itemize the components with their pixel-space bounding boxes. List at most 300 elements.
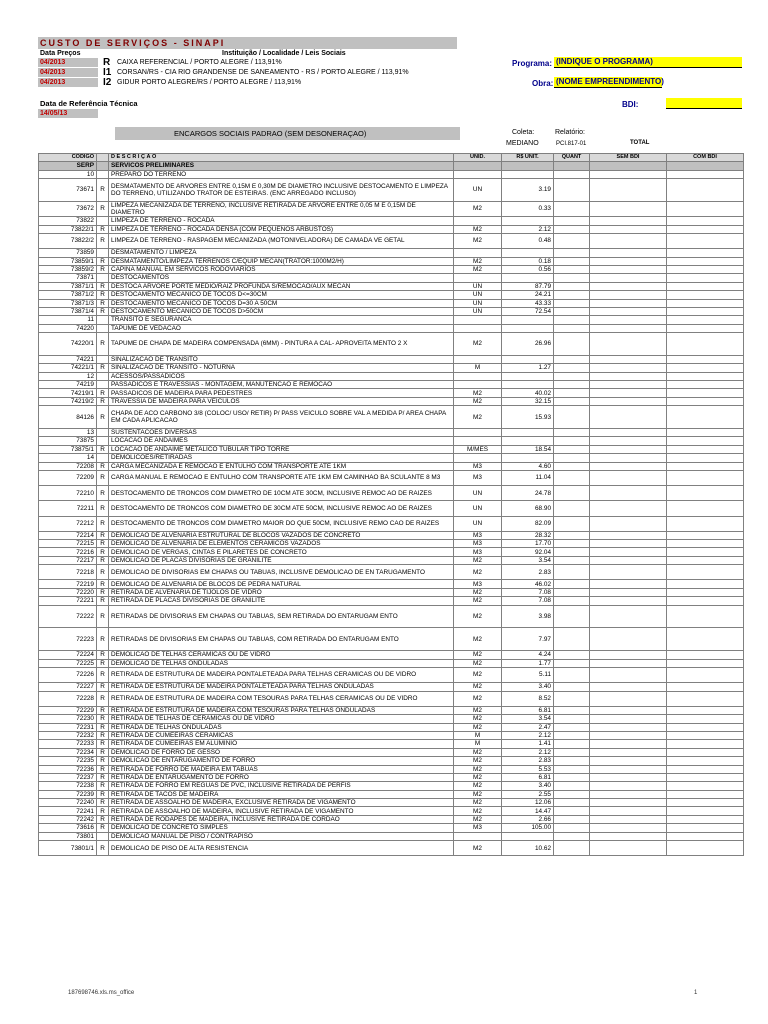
- sem-bdi-cell: [590, 605, 667, 628]
- source-cell: R: [97, 757, 109, 765]
- unit-cell: M2: [454, 757, 502, 765]
- com-bdi-cell: [667, 799, 744, 807]
- quantity-cell[interactable]: [554, 683, 590, 691]
- source-cell: [97, 217, 109, 225]
- table-row: [39, 178, 744, 201]
- description-cell: TRAVESSIA DE MADEIRA PARA VEICULOS: [109, 397, 454, 405]
- quantity-cell[interactable]: [554, 740, 590, 748]
- price-cell: 6.81: [502, 706, 554, 714]
- sem-bdi-cell: [590, 257, 667, 265]
- description-cell: PASSADICOS E TRAVESSIAS - MONTAGEM, MANUTENCAO E REMOCAO: [109, 381, 454, 389]
- quantity-cell[interactable]: [554, 782, 590, 790]
- com-bdi-cell: [667, 531, 744, 539]
- unit-cell: M3: [454, 824, 502, 832]
- code-cell: 72219: [39, 580, 97, 588]
- sem-bdi-cell: [590, 668, 667, 683]
- quantity-cell[interactable]: [554, 307, 590, 315]
- quantity-cell[interactable]: [554, 715, 590, 723]
- source-cell: R: [97, 389, 109, 397]
- quantity-cell[interactable]: [554, 765, 590, 773]
- code-cell: 74219/2: [39, 397, 97, 405]
- price-cell: 68.90: [502, 501, 554, 516]
- com-bdi-cell: [667, 389, 744, 397]
- sem-bdi-cell: [590, 233, 667, 248]
- code-cell: 74221: [39, 355, 97, 363]
- quantity-cell[interactable]: [554, 282, 590, 290]
- code-cell: 72224: [39, 651, 97, 659]
- com-bdi-cell: [667, 333, 744, 356]
- table-row: [39, 731, 744, 739]
- data-precos-label: Data Preços: [40, 50, 81, 57]
- unit-cell: [454, 249, 502, 257]
- table-row: [39, 429, 744, 437]
- sem-bdi-cell: [590, 437, 667, 445]
- sem-bdi-cell: [590, 782, 667, 790]
- description-cell: LIMPEZA DE TERRENO - ROCADA DENSA (COM PEQUENOS ARBUSTOS): [109, 225, 454, 233]
- price-cell: 72.54: [502, 307, 554, 315]
- col-unid: UNID.: [454, 154, 502, 162]
- com-bdi-cell: [667, 372, 744, 380]
- quantity-cell[interactable]: [554, 445, 590, 453]
- unit-cell: M2: [454, 706, 502, 714]
- source-cell: R: [97, 588, 109, 596]
- source-cell: R: [97, 723, 109, 731]
- code-cell: 13: [39, 429, 97, 437]
- reference-key: R: [103, 57, 111, 68]
- quantity-cell[interactable]: [554, 257, 590, 265]
- table-row: [39, 540, 744, 548]
- com-bdi-cell: [667, 445, 744, 453]
- code-cell: 72227: [39, 683, 97, 691]
- quantity-cell[interactable]: [554, 799, 590, 807]
- quantity-cell[interactable]: [554, 597, 590, 605]
- price-cell: 1.41: [502, 740, 554, 748]
- sem-bdi-cell: [590, 445, 667, 453]
- code-cell: 72235: [39, 757, 97, 765]
- com-bdi-cell: [667, 265, 744, 273]
- sem-bdi-cell: [590, 706, 667, 714]
- quantity-cell[interactable]: [554, 731, 590, 739]
- com-bdi-cell: [667, 683, 744, 691]
- quantity-cell[interactable]: [554, 748, 590, 756]
- sem-bdi-cell: [590, 588, 667, 596]
- price-cell: 7.08: [502, 588, 554, 596]
- quantity-cell[interactable]: [554, 757, 590, 765]
- price-cell: 0.48: [502, 233, 554, 248]
- table-row: [39, 265, 744, 273]
- quantity-cell[interactable]: [554, 565, 590, 580]
- description-cell: DEMOLICAO DE CONCRETO SIMPLES: [109, 824, 454, 832]
- code-cell: 73871/3: [39, 299, 97, 307]
- unit-cell: M2: [454, 691, 502, 706]
- com-bdi-cell: [667, 659, 744, 667]
- unit-cell: [454, 217, 502, 225]
- quantity-cell[interactable]: [554, 324, 590, 332]
- price-cell: 2.12: [502, 748, 554, 756]
- source-cell: R: [97, 659, 109, 667]
- source-cell: [97, 249, 109, 257]
- description-cell: RETIRADA DE RODAPES DE MADEIRA, INCLUSIVE RETIRADA DE CORDAO: [109, 815, 454, 823]
- price-cell: 92.04: [502, 548, 554, 556]
- price-cell: 1.77: [502, 659, 554, 667]
- sem-bdi-cell: [590, 832, 667, 840]
- quantity-cell[interactable]: [554, 815, 590, 823]
- quantity-cell[interactable]: [554, 668, 590, 683]
- description-cell: RETIRADA DE FORRO DE MADEIRA EM TABUAS: [109, 765, 454, 773]
- table-row: [39, 683, 744, 691]
- com-bdi-cell: [667, 628, 744, 651]
- table-row: [39, 765, 744, 773]
- unit-cell: M2: [454, 233, 502, 248]
- sem-bdi-cell: [590, 389, 667, 397]
- price-cell: [502, 162, 554, 170]
- ref-date: 14/05/13: [40, 110, 68, 117]
- price-cell: 5.53: [502, 765, 554, 773]
- col-sem-bdi: SEM BDI: [590, 154, 667, 162]
- sem-bdi-cell: [590, 486, 667, 501]
- quantity-cell[interactable]: [554, 659, 590, 667]
- price-cell: 2.83: [502, 757, 554, 765]
- price-cell: [502, 355, 554, 363]
- unit-cell: M2: [454, 799, 502, 807]
- sem-bdi-cell: [590, 178, 667, 201]
- sem-bdi-cell: [590, 580, 667, 588]
- description-cell: RETIRADA DE ESTRUTURA DE MADEIRA PONTALETEADA PARA TELHAS ONDULADAS: [109, 683, 454, 691]
- price-cell: 28.32: [502, 531, 554, 539]
- source-cell: R: [97, 201, 109, 216]
- sem-bdi-cell: [590, 659, 667, 667]
- table-row: [39, 307, 744, 315]
- table-row: [39, 531, 744, 539]
- quantity-cell[interactable]: [554, 651, 590, 659]
- table-row: [39, 225, 744, 233]
- obra-label: Obra:: [532, 79, 554, 88]
- com-bdi-cell: [667, 257, 744, 265]
- quantity-cell[interactable]: [554, 516, 590, 531]
- code-cell: 73875/1: [39, 445, 97, 453]
- quantity-cell[interactable]: [554, 355, 590, 363]
- table-row: [39, 454, 744, 462]
- quantity-cell[interactable]: [554, 299, 590, 307]
- price-cell: [502, 381, 554, 389]
- com-bdi-cell: [667, 668, 744, 683]
- source-cell: [97, 324, 109, 332]
- quantity-cell[interactable]: [554, 832, 590, 840]
- com-bdi-cell: [667, 588, 744, 596]
- description-cell: LIMPEZA DE TERRENO - ROCADA: [109, 217, 454, 225]
- quantity-cell[interactable]: [554, 548, 590, 556]
- com-bdi-cell: [667, 282, 744, 290]
- price-cell: 7.08: [502, 597, 554, 605]
- quantity-cell[interactable]: [554, 486, 590, 501]
- quantity-cell[interactable]: [554, 454, 590, 462]
- table-row: [39, 299, 744, 307]
- source-cell: R: [97, 225, 109, 233]
- sem-bdi-cell: [590, 841, 667, 856]
- code-cell: 72208: [39, 462, 97, 470]
- quantity-cell[interactable]: [554, 406, 590, 429]
- unit-cell: [454, 372, 502, 380]
- quantity-cell[interactable]: [554, 162, 590, 170]
- sem-bdi-cell: [590, 556, 667, 564]
- code-cell: 73875: [39, 437, 97, 445]
- price-cell: 2.55: [502, 790, 554, 798]
- com-bdi-cell: [667, 757, 744, 765]
- sem-bdi-cell: [590, 815, 667, 823]
- source-cell: R: [97, 307, 109, 315]
- price-cell: 17.70: [502, 540, 554, 548]
- description-cell: DEMOLICAO MANUAL DE PISO / CONTRAPISO: [109, 832, 454, 840]
- unit-cell: M2: [454, 748, 502, 756]
- sem-bdi-cell: [590, 740, 667, 748]
- quantity-cell[interactable]: [554, 807, 590, 815]
- unit-cell: M2: [454, 782, 502, 790]
- sem-bdi-cell: [590, 597, 667, 605]
- sem-bdi-cell: [590, 470, 667, 485]
- quantity-cell[interactable]: [554, 462, 590, 470]
- quantity-cell[interactable]: [554, 201, 590, 216]
- quantity-cell[interactable]: [554, 588, 590, 596]
- quantity-cell[interactable]: [554, 723, 590, 731]
- footer-page: 1: [694, 990, 698, 996]
- programa-label: Programa:: [512, 59, 553, 68]
- unit-cell: M2: [454, 556, 502, 564]
- table-row: [39, 556, 744, 564]
- price-cell: 26.96: [502, 333, 554, 356]
- source-cell: R: [97, 748, 109, 756]
- code-cell: 73616: [39, 824, 97, 832]
- quantity-cell[interactable]: [554, 773, 590, 781]
- quantity-cell[interactable]: [554, 249, 590, 257]
- unit-cell: [454, 170, 502, 178]
- price-cell: 18.54: [502, 445, 554, 453]
- sem-bdi-cell: [590, 765, 667, 773]
- price-cell: 2.12: [502, 225, 554, 233]
- com-bdi-cell: [667, 397, 744, 405]
- table-row: [39, 548, 744, 556]
- quantity-cell[interactable]: [554, 364, 590, 372]
- quantity-cell[interactable]: [554, 170, 590, 178]
- com-bdi-cell: [667, 316, 744, 324]
- source-cell: R: [97, 824, 109, 832]
- unit-cell: M2: [454, 565, 502, 580]
- sem-bdi-cell: [590, 462, 667, 470]
- quantity-cell[interactable]: [554, 397, 590, 405]
- code-cell: 72225: [39, 659, 97, 667]
- bdi-field[interactable]: [666, 98, 742, 109]
- price-cell: [502, 454, 554, 462]
- quantity-cell[interactable]: [554, 556, 590, 564]
- code-cell: 72233: [39, 740, 97, 748]
- unit-cell: M: [454, 364, 502, 372]
- code-cell: 72212: [39, 516, 97, 531]
- quantity-cell[interactable]: [554, 372, 590, 380]
- table-row: [39, 588, 744, 596]
- quantity-cell[interactable]: [554, 381, 590, 389]
- description-cell: DEMOLICAO DE PISO DE ALTA RESISTENCIA: [109, 841, 454, 856]
- sem-bdi-cell: [590, 355, 667, 363]
- quantity-cell[interactable]: [554, 291, 590, 299]
- unit-cell: M2: [454, 389, 502, 397]
- table-row: [39, 815, 744, 823]
- source-cell: R: [97, 683, 109, 691]
- code-cell: 72217: [39, 556, 97, 564]
- source-cell: R: [97, 731, 109, 739]
- quantity-cell[interactable]: [554, 470, 590, 485]
- code-cell: 74219: [39, 381, 97, 389]
- source-cell: R: [97, 516, 109, 531]
- quantity-cell[interactable]: [554, 605, 590, 628]
- com-bdi-cell: [667, 462, 744, 470]
- code-cell: 73822/1: [39, 225, 97, 233]
- instituicao-label: Instituição / Localidade / Leis Sociais: [222, 50, 346, 57]
- quantity-cell[interactable]: [554, 217, 590, 225]
- quantity-cell[interactable]: [554, 824, 590, 832]
- code-cell: SERP: [39, 162, 97, 170]
- quantity-cell[interactable]: [554, 531, 590, 539]
- com-bdi-cell: [667, 580, 744, 588]
- source-cell: R: [97, 597, 109, 605]
- reference-date: 04/2013: [40, 69, 66, 76]
- table-row: [39, 282, 744, 290]
- quantity-cell[interactable]: [554, 580, 590, 588]
- table-row: [39, 580, 744, 588]
- description-cell: RETIRADA DE PLACAS DIVISORIAS DE GRANILITE: [109, 597, 454, 605]
- price-cell: 105.00: [502, 824, 554, 832]
- table-row: [39, 274, 744, 282]
- sem-bdi-cell: [590, 201, 667, 216]
- unit-cell: M3: [454, 462, 502, 470]
- table-row: [39, 565, 744, 580]
- source-cell: R: [97, 765, 109, 773]
- description-cell: RETIRADA DE CUMEEIRAS EM ALUMINIO: [109, 740, 454, 748]
- obra-value: (NOME EMPREENDIMENTO): [556, 77, 664, 86]
- description-cell: DEMOLICAO DE ENTARUGAMENTO DE FORRO: [109, 757, 454, 765]
- source-cell: R: [97, 799, 109, 807]
- code-cell: 72216: [39, 548, 97, 556]
- code-cell: 73671: [39, 178, 97, 201]
- code-cell: 72241: [39, 807, 97, 815]
- quantity-cell[interactable]: [554, 178, 590, 201]
- description-cell: DESTOCAMENTO DE TRONCOS COM DIAMETRO DE 30CM ATE 50CM, INCLUSIVE REMOC AO DE RAIZES: [109, 501, 454, 516]
- price-cell: 0.56: [502, 265, 554, 273]
- sem-bdi-cell: [590, 723, 667, 731]
- com-bdi-cell: [667, 178, 744, 201]
- source-cell: R: [97, 556, 109, 564]
- quantity-cell[interactable]: [554, 841, 590, 856]
- table-row: [39, 217, 744, 225]
- source-cell: R: [97, 548, 109, 556]
- table-row: [39, 406, 744, 429]
- code-cell: 72211: [39, 501, 97, 516]
- sem-bdi-cell: [590, 429, 667, 437]
- price-cell: [502, 170, 554, 178]
- sem-bdi-cell: [590, 249, 667, 257]
- quantity-cell[interactable]: [554, 437, 590, 445]
- code-cell: 12: [39, 372, 97, 380]
- unit-cell: UN: [454, 299, 502, 307]
- quantity-cell[interactable]: [554, 691, 590, 706]
- reference-key: I2: [103, 77, 112, 88]
- description-cell: DEMOLICOES/RETIRADAS: [109, 454, 454, 462]
- com-bdi-cell: [667, 605, 744, 628]
- description-cell: DEMOLICAO DE ALVENARIA DE ELEMENTOS CERAMICOS VAZADOS: [109, 540, 454, 548]
- com-bdi-cell: [667, 824, 744, 832]
- unit-cell: M2: [454, 588, 502, 596]
- quantity-cell[interactable]: [554, 501, 590, 516]
- price-cell: 4.60: [502, 462, 554, 470]
- source-cell: R: [97, 178, 109, 201]
- quantity-cell[interactable]: [554, 389, 590, 397]
- description-cell: SUSTENTACOES DIVERSAS: [109, 429, 454, 437]
- com-bdi-cell: [667, 486, 744, 501]
- code-cell: 72228: [39, 691, 97, 706]
- sem-bdi-cell: [590, 748, 667, 756]
- unit-cell: M2: [454, 265, 502, 273]
- source-cell: R: [97, 462, 109, 470]
- source-cell: R: [97, 790, 109, 798]
- com-bdi-cell: [667, 501, 744, 516]
- table-row: [39, 773, 744, 781]
- code-cell: 84126: [39, 406, 97, 429]
- price-cell: 5.11: [502, 668, 554, 683]
- price-cell: 0.33: [502, 201, 554, 216]
- table-row: [39, 372, 744, 380]
- code-cell: 73672: [39, 201, 97, 216]
- quantity-cell[interactable]: [554, 274, 590, 282]
- source-cell: R: [97, 740, 109, 748]
- sem-bdi-cell: [590, 333, 667, 356]
- table-row: [39, 691, 744, 706]
- quantity-cell[interactable]: [554, 316, 590, 324]
- code-cell: 72215: [39, 540, 97, 548]
- quantity-cell[interactable]: [554, 233, 590, 248]
- quantity-cell[interactable]: [554, 333, 590, 356]
- quantity-cell[interactable]: [554, 429, 590, 437]
- description-cell: RETIRADA DE TELHAS ONDULADAS: [109, 723, 454, 731]
- description-cell: RETIRADAS DE DIVISORIAS EM CHAPAS OU TABUAS, COM RETIRADA DO ENTARUGAM ENTO: [109, 628, 454, 651]
- com-bdi-cell: [667, 807, 744, 815]
- description-cell: RETIRADA DE ALVENARIA DE TIJOLOS DE VIDRO: [109, 588, 454, 596]
- com-bdi-cell: [667, 832, 744, 840]
- quantity-cell[interactable]: [554, 790, 590, 798]
- col-quant: QUANT: [554, 154, 590, 162]
- table-row: [39, 486, 744, 501]
- com-bdi-cell: [667, 406, 744, 429]
- quantity-cell[interactable]: [554, 225, 590, 233]
- unit-cell: M3: [454, 531, 502, 539]
- description-cell: LIMPEZA MECANIZADA DE TERRENO, INCLUSIVE RETIRADA DE ARVORE ENTRE 0,05 M E 0,15M DE DIAMETRO: [109, 201, 454, 216]
- code-cell: 72218: [39, 565, 97, 580]
- unit-cell: M2: [454, 790, 502, 798]
- source-cell: R: [97, 540, 109, 548]
- reference-text: GIDUR PORTO ALEGRE/RS / PORTO ALEGRE / 113,91%: [117, 79, 302, 86]
- code-cell: 72232: [39, 731, 97, 739]
- relatorio-value: PCI.817-01: [556, 141, 587, 147]
- sem-bdi-cell: [590, 217, 667, 225]
- sem-bdi-cell: [590, 291, 667, 299]
- price-cell: [502, 429, 554, 437]
- table-row: [39, 748, 744, 756]
- quantity-cell[interactable]: [554, 265, 590, 273]
- quantity-cell[interactable]: [554, 540, 590, 548]
- source-cell: R: [97, 333, 109, 356]
- price-cell: 8.52: [502, 691, 554, 706]
- price-cell: 43.33: [502, 299, 554, 307]
- com-bdi-cell: [667, 548, 744, 556]
- quantity-cell[interactable]: [554, 706, 590, 714]
- quantity-cell[interactable]: [554, 628, 590, 651]
